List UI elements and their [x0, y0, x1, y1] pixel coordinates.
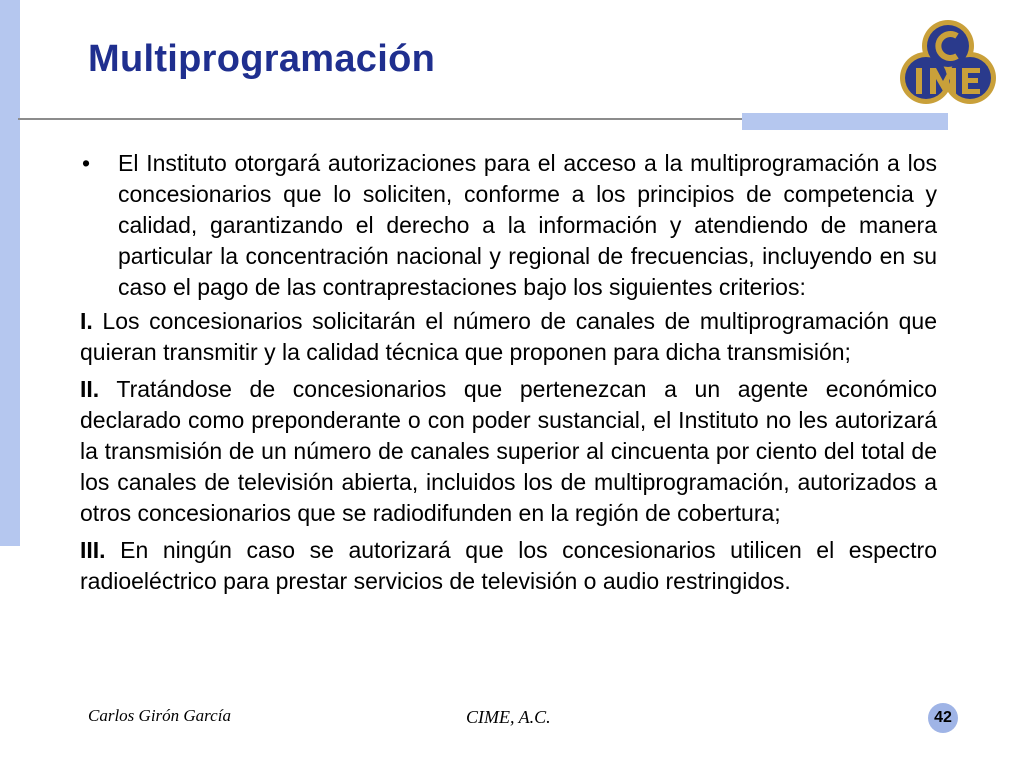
criterion-1	[80, 306, 937, 368]
criterion-numeral: I.	[80, 308, 93, 334]
cime-logo	[896, 14, 1000, 114]
criterion-text: Tratándose de concesionarios que pertenezcan a un agente económico declarado como preponderante o con poder sustancial, el Instituto no les autorizará la transmisión de un número de canales superior al cincuenta por ciento del total de los canales de televisión abierta, incluidos los de multiprogramación, autorizados a otros concesionarios que se radiodifunden en la región de cobertura;	[80, 376, 937, 526]
page-number-badge: 42	[928, 703, 958, 733]
criterion-text: En ningún caso se autorizará que los concesionarios utilicen el espectro radioeléctrico para prestar servicios de televisión o audio restringidos.	[80, 537, 937, 594]
criterion-3	[80, 535, 937, 597]
slide-title: Multiprogramación	[88, 38, 436, 80]
criterion-numeral: II.	[80, 376, 100, 402]
footer-author: Carlos Girón García	[88, 706, 231, 725]
left-accent-bar	[0, 0, 20, 546]
criterion-text: Los concesionarios solicitarán el número de canales de multiprogramación que quieran transmitir y la calidad técnica que proponen para dicha transmisión;	[80, 308, 938, 365]
footer-organization: CIME, A.C.	[466, 707, 551, 727]
bullet-icon: •	[82, 150, 91, 176]
criterion-numeral: III.	[80, 537, 106, 563]
criterion-2	[80, 374, 937, 529]
slide-body	[80, 148, 937, 603]
divider-accent	[742, 113, 948, 130]
bullet-paragraph	[80, 148, 937, 303]
bullet-text: El Instituto otorgará autorizaciones para el acceso a la multiprogramación a los concesionarios que lo soliciten, conforme a los principios de competencia y calidad, garantizando el derecho a la información y atendiendo de manera particular la concentración nacional y regional de frecuencias, incluyendo en su caso el pago de las contraprestaciones bajo los siguientes criterios:	[118, 150, 937, 300]
